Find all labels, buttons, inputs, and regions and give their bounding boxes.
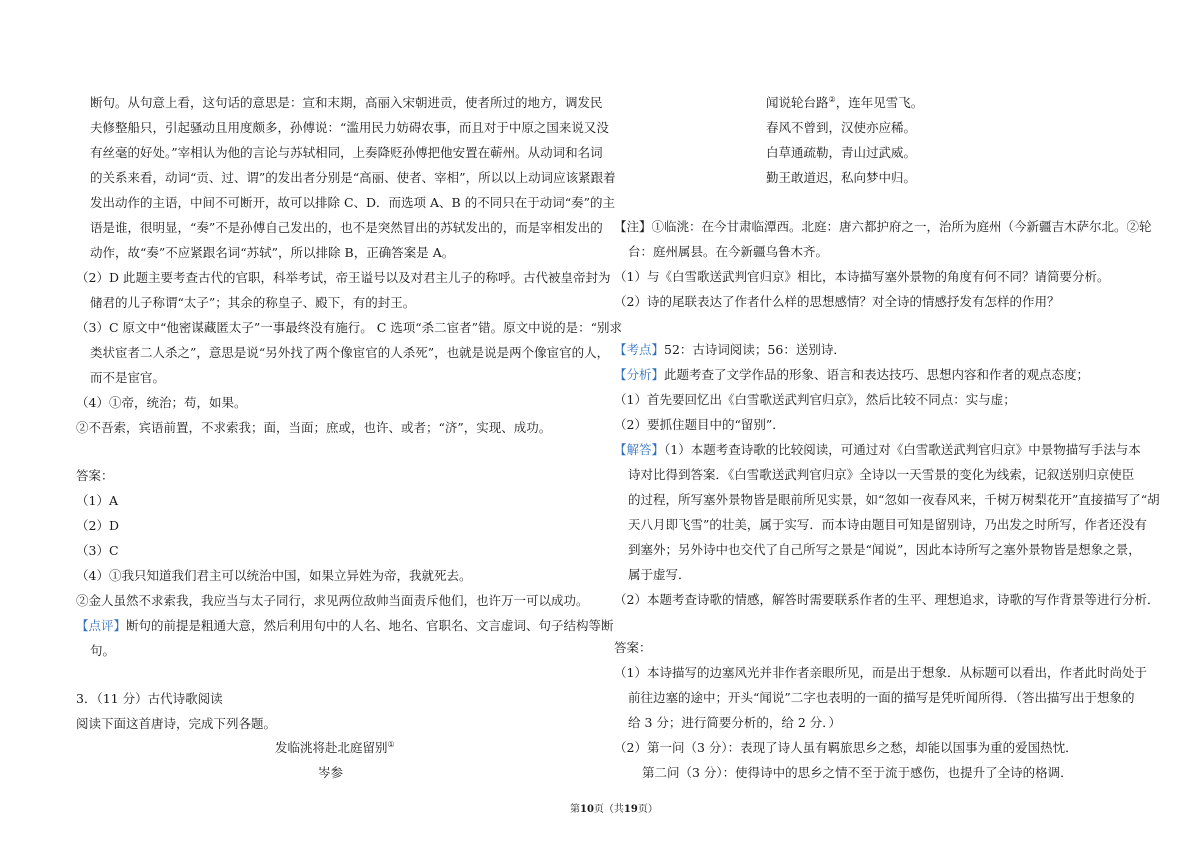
paragraph-line: 而不是宦官。 [90, 370, 166, 385]
poem-title: 发临洮将赴北庭留别① [275, 739, 395, 755]
answer-line: 前往边塞的途中；开头“闻说”二字也表明的一面的描写是凭听闻所得．（答出描写出于想象的 [628, 690, 1135, 705]
paragraph-line: 发出动作的主语，中间不可断开，故可以排除 C、D．而选项 A、B 的不同只在于动词“奏”的主 [90, 195, 616, 210]
poem-line: 春风不曾到，汉使亦应稀。 [766, 120, 917, 135]
footnote-marker: ② [828, 94, 836, 104]
question-line: （2）诗的尾联表达了作者什么样的思想感情？对全诗的情感抒发有怎样的作用？ [614, 294, 1060, 309]
poem-line: 勤王敢道迟，私向梦中归。 [766, 170, 917, 185]
paragraph-line: 的关系来看，动词“贡、过、谓”的发出者分别是“高丽、使者、宰相”，所以以上动词应该紧跟着 [90, 170, 616, 185]
paragraph-line: （4）①帝，统治；苟，如果。 [76, 395, 247, 410]
question-line: （1）与《白雪歌送武判官归京》相比，本诗描写塞外景物的角度有何不同？请简要分析。 [614, 269, 1110, 284]
paragraph-line: （2）D 此题主要考查古代的官职，科举考试，帝王谥号以及对君主儿子的称呼。古代被皇帝封为 [76, 270, 611, 285]
note-line: 【注】①临洮：在今甘肃临潭西。北庭：唐六都护府之一，治所为庭州（今新疆吉木萨尔北。②轮 [614, 219, 1152, 234]
jieda-line: 诗对比得到答案．《白雪歌送武判官归京》全诗以一天雪景的变化为线索，记叙送别归京使臣 [628, 467, 1135, 482]
jieda-line: 的过程，所写塞外景物皆是眼前所见实景，如“忽如一夜春风来，千树万树梨花开”直接描写了“胡 [628, 492, 1160, 507]
paragraph-line: 断句。从句意上看，这句话的意思是：宣和末期，高丽入宋朝进贡，使者所过的地方，调发民 [90, 95, 603, 110]
paragraph-line: 夫修整船只，引起骚动且用度颇多，孙傅说：“滥用民力妨碍农事，而且对于中原之国来说又没 [90, 120, 609, 135]
paragraph-line: 动作，故“奏”不应紧跟名词“苏轼”，所以排除 B，正确答案是 A。 [90, 245, 455, 260]
paragraph-line: 类状宦者二人杀之”，意思是说“另外找了两个像宦官的人杀死”，也就是说是两个像宦官的人， [90, 345, 610, 360]
jieda-line: 属于虚写． [628, 567, 691, 582]
paragraph-line: 语是谁，很明显，“奏”不是孙傅自己发出的，也不是突然冒出的苏轼发出的，而是宰相发出的 [90, 220, 603, 235]
review-tag: 【点评】 [76, 618, 127, 633]
answer-line: （4）①我只知道我们君主可以统治中国，如果立异姓为帝，我就死去。 [76, 568, 472, 583]
review-text: 断句的前提是粗通大意，然后利用句中的人名、地名、官职名、文言虚词、句子结构等断 [126, 618, 614, 633]
paragraph-line: 储君的儿子称谓“太子”；其余的称皇子、殿下，有的封王。 [90, 295, 416, 310]
kaodian-line: 【考点】52：古诗词阅读；56：送别诗． [614, 342, 846, 357]
question-title: 3．（11 分）古代诗歌阅读 [76, 691, 223, 706]
jieda-line: 天八月即飞雪”的壮美，属于实写．而本诗由题目可知是留别诗，乃出发之时所写，作者还没有 [628, 517, 1147, 532]
fenxi-line: （2）要抓住题目中的“留别”． [614, 417, 785, 432]
answer-line: （1）本诗描写的边塞风光并非作者亲眼所见，而是出于想象．从标题可以看出，作者此时尚处于 [614, 665, 1147, 680]
footnote-marker: ① [387, 739, 395, 749]
review-line [76, 617, 614, 634]
fenxi-line: 【分析】此题考查了文学作品的形象、语言和表达技巧、思想内容和作者的观点态度； [614, 367, 1090, 382]
answer-line: 第二问（3 分）：使得诗中的思乡之情不至于流于感伤，也提升了全诗的格调． [642, 765, 1073, 780]
poem-author: 岑参 [318, 765, 344, 780]
kaodian-tag: 【考点】 [614, 342, 665, 357]
question-instruction: 阅读下面这首唐诗，完成下列各题。 [76, 716, 277, 731]
jieda-line: （2）本题考查诗歌的情感，解答时需要联系作者的生平、理想追求，诗歌的写作背景等进行分析． [614, 592, 1160, 607]
page-footer: 第10页（共19页） [570, 804, 658, 815]
paragraph-line: 有丝毫的好处。”宰相认为他的言论与苏轼相同，上奏降贬孙傅把他安置在蕲州。从动词和名词 [90, 145, 603, 160]
poem-line: 白草通疏勒，青山过武威。 [766, 145, 917, 160]
note-line: 台：庭州属县。在今新疆乌鲁木齐。 [628, 244, 829, 259]
paragraph-line: ②不吾索，宾语前置，不求索我；面，当面；庶或，也许、或者；“济”，实现、成功。 [76, 420, 552, 435]
answer-line: （3）C [76, 543, 119, 558]
paragraph-line: （3）C 原文中“他密谋藏匿太子”一事最终没有施行。 C 选项“杀二宦者”错。原文中说的是：“别求 [76, 320, 622, 335]
fenxi-tag: 【分析】 [614, 367, 665, 382]
fenxi-line: （1）首先要回忆出《白雪歌送武判官归京》，然后比较不同点：实与虚； [614, 392, 1016, 407]
page-total: 19 [623, 804, 638, 815]
answer-label: 答案： [76, 468, 114, 483]
answer-label: 答案： [614, 640, 652, 655]
jieda-line: 到塞外；另外诗中也交代了自己所写之景是“闻说”，因此本诗所写之塞外景物皆是想象之景， [628, 542, 1141, 557]
poem-line: 闻说轮台路②，连年见雪飞。 [766, 94, 924, 110]
page-number: 10 [580, 804, 594, 815]
jieda-line: 【解答】（1）本题考查诗歌的比较阅读，可通过对《白雪歌送武判官归京》中景物描写手法与本 [614, 442, 1141, 457]
answer-line: ②金人虽然不求索我，我应当与太子同行，求见两位敌帅当面责斥他们，也许万一可以成功。 [76, 593, 589, 608]
answer-line: （2）D [76, 518, 119, 533]
jieda-tag: 【解答】 [614, 442, 665, 457]
answer-line: （2）第一问（3 分）：表现了诗人虽有羁旅思乡之愁，却能以国事为重的爱国热忱． [614, 740, 1078, 755]
answer-line: 给 3 分；进行简要分析的，给 2 分．） [628, 715, 842, 730]
review-line: 句。 [90, 643, 116, 658]
answer-line: （1）A [76, 493, 118, 508]
